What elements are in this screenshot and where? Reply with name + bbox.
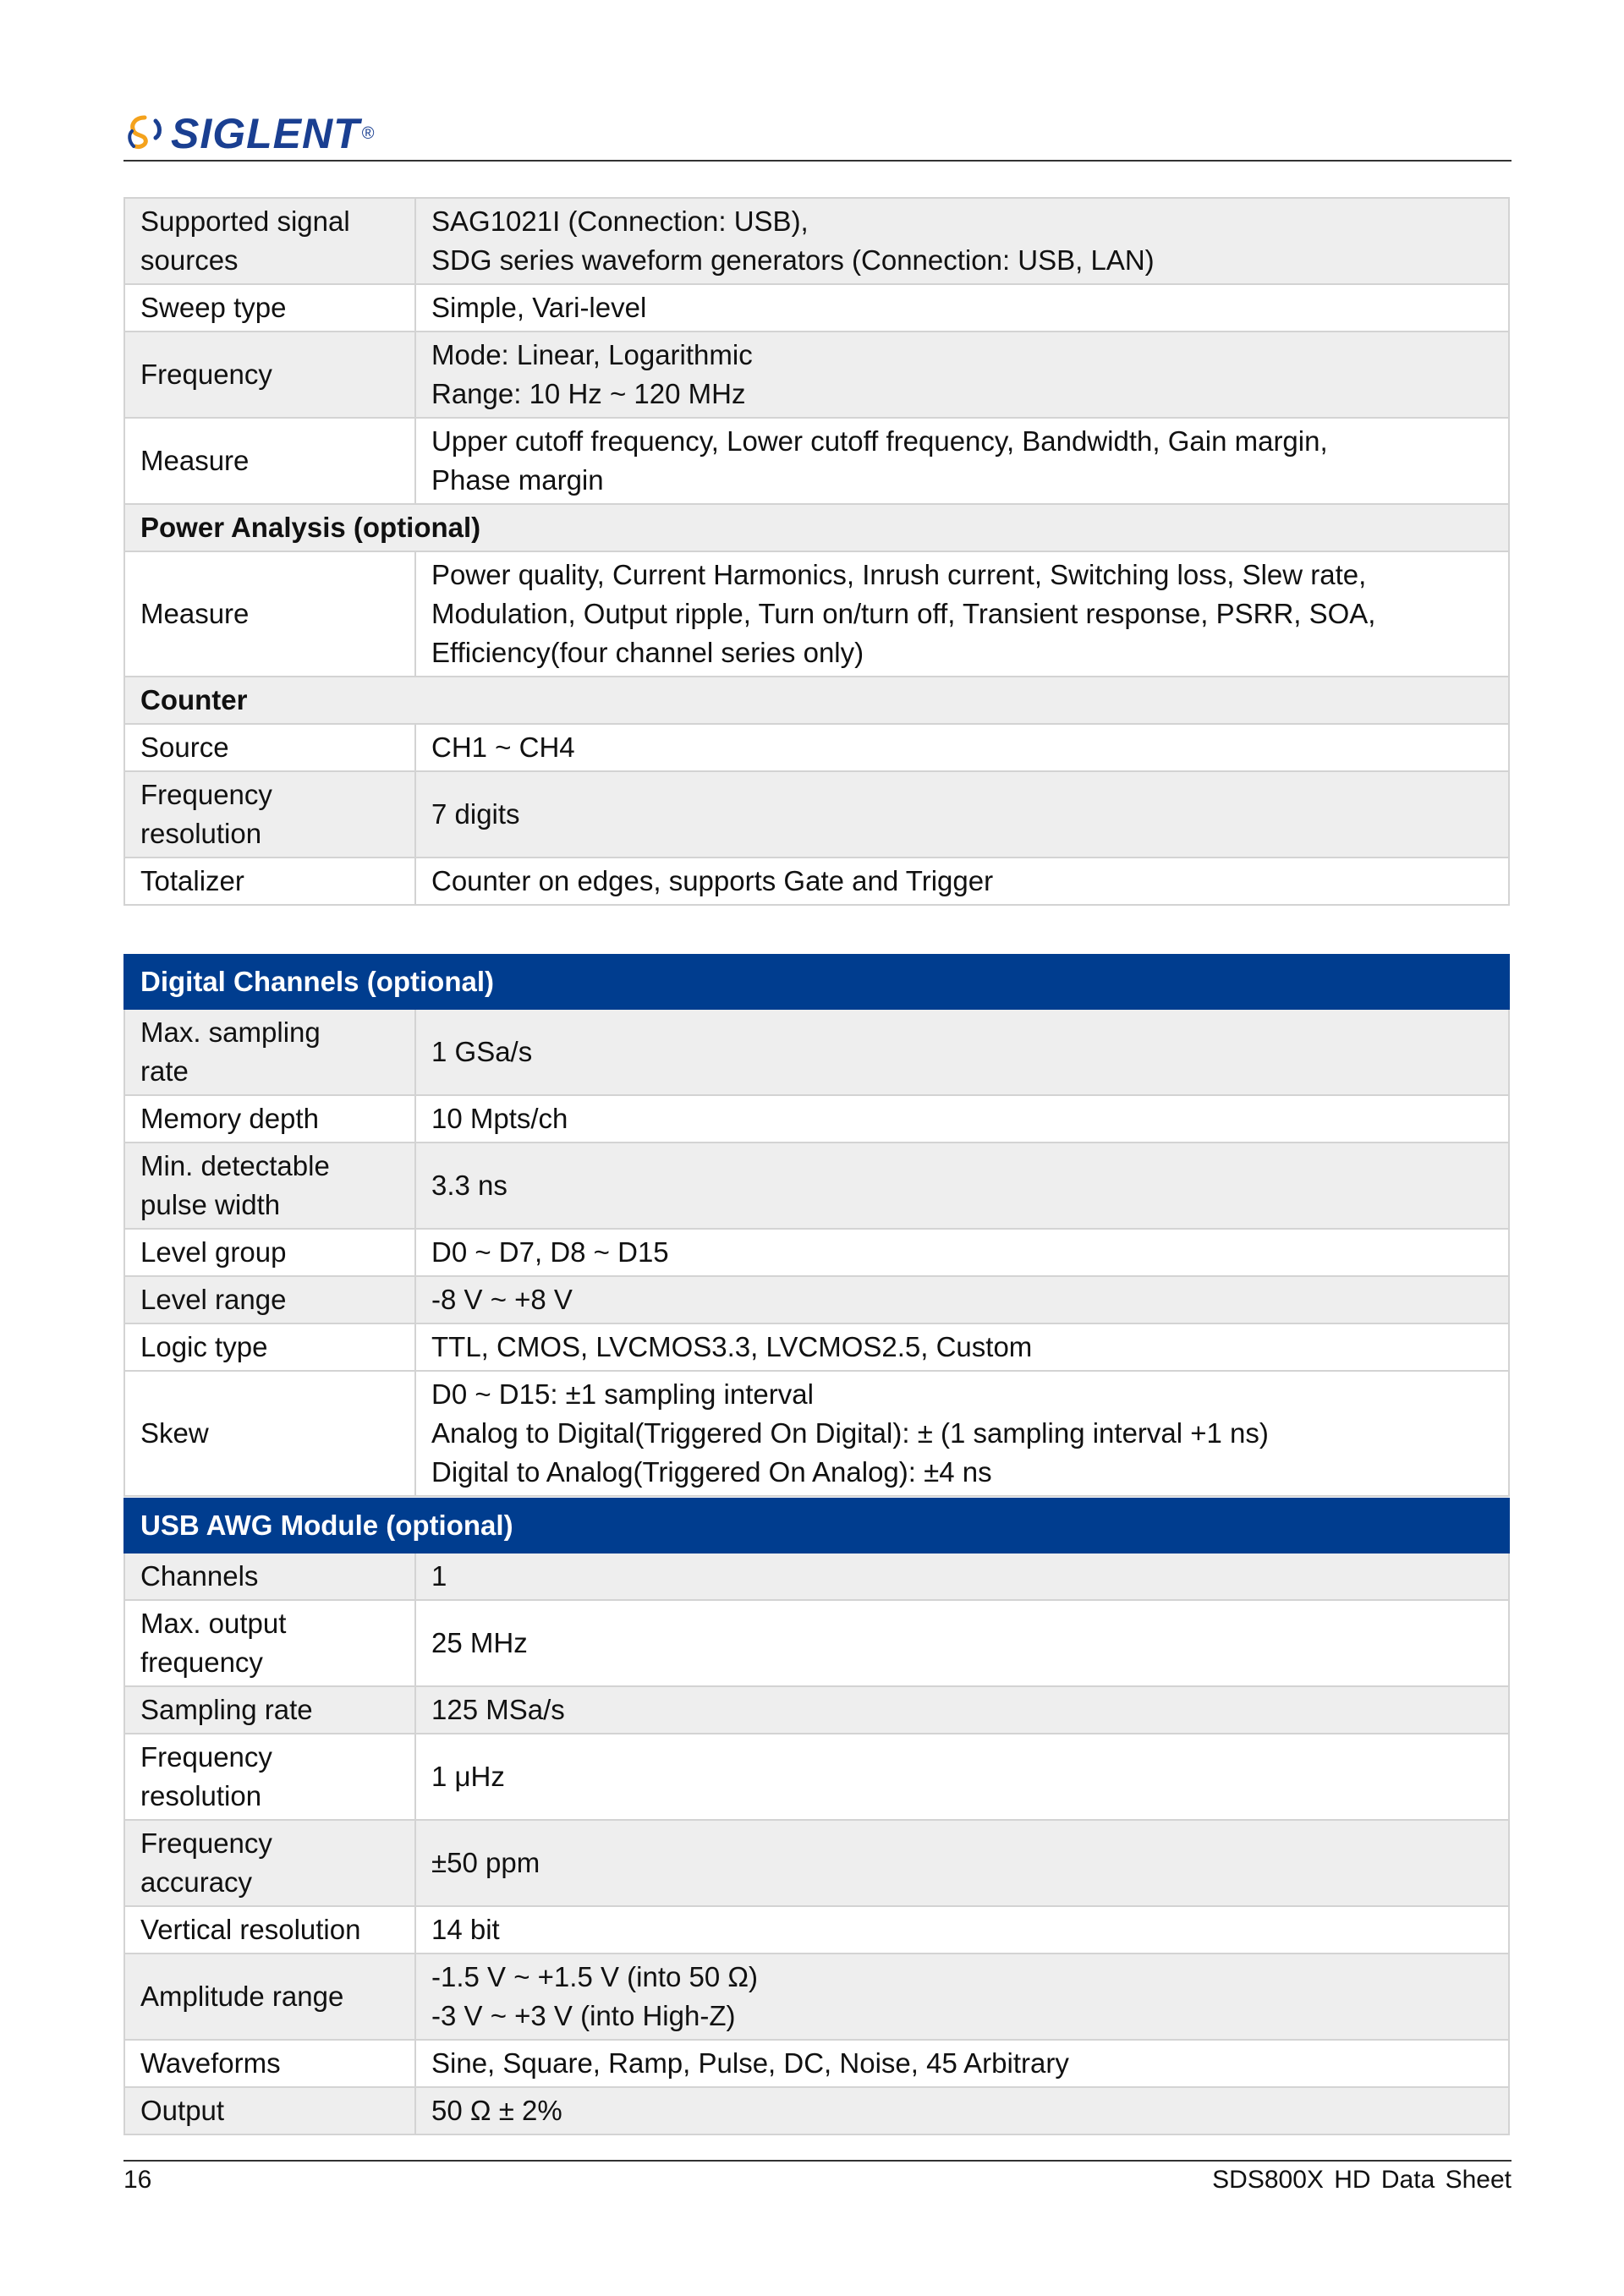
spec-label: Source	[140, 732, 229, 763]
spec-value: Range: 10 Hz ~ 120 MHz	[431, 378, 746, 409]
spec-label-cell	[124, 1686, 415, 1734]
spec-value-cell	[415, 1734, 1509, 1820]
spec-value-cell	[415, 1820, 1509, 1906]
spec-table-bode-power-counter	[123, 197, 1510, 906]
spec-label-cell	[124, 2087, 415, 2134]
spec-row	[124, 1553, 1509, 1600]
spec-value: Counter on edges, supports Gate and Trigger	[431, 865, 994, 896]
spec-value-cell	[415, 1009, 1509, 1095]
spec-value: 25 MHz	[431, 1627, 528, 1658]
spec-value-cell	[415, 1276, 1509, 1323]
spec-value: Simple, Vari-level	[431, 292, 647, 323]
siglent-logo-icon	[123, 112, 166, 155]
spec-label: Frequency	[140, 1827, 272, 1859]
spec-value-cell	[415, 724, 1509, 771]
spec-value: D0 ~ D7, D8 ~ D15	[431, 1236, 669, 1268]
spec-label-cell	[124, 1954, 415, 2040]
spec-label-cell	[124, 1009, 415, 1095]
spec-label: Frequency	[140, 1741, 272, 1773]
spec-label: Waveforms	[140, 2047, 281, 2079]
spec-row	[124, 284, 1509, 332]
spec-value-cell	[415, 198, 1509, 284]
spec-value-cell	[415, 1095, 1509, 1143]
spec-row	[124, 1954, 1509, 2040]
spec-label-cell	[124, 284, 415, 332]
spec-label: frequency	[140, 1647, 263, 1678]
spec-label-cell	[124, 1553, 415, 1600]
spec-label: resolution	[140, 818, 262, 849]
spec-value: Upper cutoff frequency, Lower cutoff frequency, Bandwidth, Gain margin,	[431, 425, 1328, 457]
spec-label: sources	[140, 244, 239, 276]
table-header-row	[124, 955, 1509, 1009]
spec-label-cell	[124, 1229, 415, 1276]
spec-row	[124, 2087, 1509, 2134]
spec-row	[124, 1009, 1509, 1095]
spec-label: Max. sampling	[140, 1016, 321, 1048]
section-header-row	[124, 504, 1509, 551]
spec-value: Modulation, Output ripple, Turn on/turn off, Transient response, PSRR, SOA,	[431, 598, 1376, 629]
spec-label: Frequency	[140, 779, 272, 810]
spec-value: ±50 ppm	[431, 1847, 540, 1878]
spec-value: 1	[431, 1560, 447, 1592]
spec-label: Amplitude range	[140, 1981, 344, 2012]
spec-row	[124, 332, 1509, 418]
spec-value-cell	[415, 858, 1509, 905]
spec-value: 3.3 ns	[431, 1170, 508, 1201]
spec-label: Supported signal	[140, 205, 350, 237]
spec-label-cell	[124, 418, 415, 504]
spec-row	[124, 1820, 1509, 1906]
spec-label: Skew	[140, 1417, 209, 1449]
spec-value: 1 μHz	[431, 1761, 505, 1792]
spec-value-cell	[415, 1906, 1509, 1954]
table-header-row	[124, 1499, 1509, 1553]
spec-value: TTL, CMOS, LVCMOS3.3, LVCMOS2.5, Custom	[431, 1331, 1033, 1362]
spec-value: Power quality, Current Harmonics, Inrush current, Switching loss, Slew rate,	[431, 559, 1367, 590]
spec-label-cell	[124, 1276, 415, 1323]
spec-row	[124, 1371, 1509, 1496]
spec-label-cell	[124, 1820, 415, 1906]
logo-registered-mark: ®	[361, 123, 375, 143]
spec-value-cell	[415, 1229, 1509, 1276]
spec-value: 1 GSa/s	[431, 1036, 533, 1067]
spec-value: -3 V ~ +3 V (into High-Z)	[431, 2000, 736, 2031]
spec-row	[124, 1095, 1509, 1143]
spec-value-cell	[415, 551, 1509, 677]
siglent-logo	[123, 110, 374, 157]
spec-label-cell	[124, 1600, 415, 1686]
spec-label-cell	[124, 771, 415, 858]
spec-value: -8 V ~ +8 V	[431, 1284, 573, 1315]
spec-label-cell	[124, 332, 415, 418]
spec-label-cell	[124, 1143, 415, 1229]
spec-value-cell	[415, 2040, 1509, 2087]
spec-value: 125 MSa/s	[431, 1694, 565, 1725]
spec-value-cell	[415, 284, 1509, 332]
spec-label: Output	[140, 2095, 225, 2126]
spec-value: Phase margin	[431, 464, 604, 496]
spec-value: 7 digits	[431, 798, 520, 830]
header-rule	[123, 160, 1512, 162]
spec-table-digital-channels	[123, 954, 1510, 1497]
spec-label: Channels	[140, 1560, 259, 1592]
spec-row	[124, 418, 1509, 504]
spec-label-cell	[124, 858, 415, 905]
spec-row	[124, 1276, 1509, 1323]
spec-label: Sampling rate	[140, 1694, 313, 1725]
spec-label-cell	[124, 1906, 415, 1954]
spec-value: SAG1021I (Connection: USB),	[431, 205, 809, 237]
spec-value: SDG series waveform generators (Connection: USB, LAN)	[431, 244, 1155, 276]
spec-row	[124, 1143, 1509, 1229]
spec-row	[124, 2040, 1509, 2087]
spec-label: Measure	[140, 598, 250, 629]
spec-value-cell	[415, 1686, 1509, 1734]
spec-label-cell	[124, 1371, 415, 1496]
spec-value-cell	[415, 1323, 1509, 1371]
spec-label: Level group	[140, 1236, 287, 1268]
spec-value: Mode: Linear, Logarithmic	[431, 339, 753, 370]
spec-value: 50 Ω ± 2%	[431, 2095, 562, 2126]
spec-value: Efficiency(four channel series only)	[431, 637, 864, 668]
spec-label-cell	[124, 1323, 415, 1371]
spec-value-cell	[415, 332, 1509, 418]
logo-text: SIGLENT	[171, 110, 360, 157]
spec-row	[124, 858, 1509, 905]
spec-label: Max. output	[140, 1608, 287, 1639]
spec-label: Sweep type	[140, 292, 287, 323]
spec-label: rate	[140, 1055, 189, 1087]
spec-table-usb-awg	[123, 1498, 1510, 2135]
spec-row	[124, 1229, 1509, 1276]
table-header-title: USB AWG Module (optional)	[124, 1499, 1509, 1553]
spec-value-cell	[415, 1143, 1509, 1229]
section-title: Power Analysis (optional)	[124, 504, 1509, 551]
spec-row	[124, 551, 1509, 677]
spec-row	[124, 1734, 1509, 1820]
spec-value: 10 Mpts/ch	[431, 1103, 568, 1134]
spec-value: Analog to Digital(Triggered On Digital): ± (1 sampling interval +1 ns)	[431, 1417, 1269, 1449]
spec-row	[124, 1323, 1509, 1371]
spec-row	[124, 1686, 1509, 1734]
spec-label-cell	[124, 1734, 415, 1820]
spec-value-cell	[415, 1600, 1509, 1686]
spec-value-cell	[415, 1553, 1509, 1600]
table-header-title: Digital Channels (optional)	[124, 955, 1509, 1009]
spec-value: 14 bit	[431, 1914, 500, 1945]
spec-label-cell	[124, 2040, 415, 2087]
page-number: 16	[123, 2166, 152, 2194]
spec-label-cell	[124, 198, 415, 284]
spec-label: Totalizer	[140, 865, 244, 896]
spec-row	[124, 1600, 1509, 1686]
spec-label: pulse width	[140, 1189, 281, 1220]
spec-label-cell	[124, 1095, 415, 1143]
spec-value-cell	[415, 1954, 1509, 2040]
spec-row	[124, 771, 1509, 858]
spec-label-cell	[124, 724, 415, 771]
document-title: SDS800X HD Data Sheet	[1212, 2166, 1512, 2194]
spec-value: CH1 ~ CH4	[431, 732, 575, 763]
section-title: Counter	[124, 677, 1509, 724]
spec-label: Level range	[140, 1284, 287, 1315]
spec-label: Min. detectable	[140, 1150, 330, 1181]
footer-rule	[123, 2160, 1512, 2162]
spec-value-cell	[415, 771, 1509, 858]
spec-row	[124, 724, 1509, 771]
spec-label: Frequency	[140, 359, 272, 390]
spec-value-cell	[415, 418, 1509, 504]
spec-label: Logic type	[140, 1331, 268, 1362]
spec-label: accuracy	[140, 1866, 253, 1898]
spec-value-cell	[415, 2087, 1509, 2134]
spec-label: Measure	[140, 445, 250, 476]
spec-label: resolution	[140, 1780, 262, 1811]
spec-value: D0 ~ D15: ±1 sampling interval	[431, 1378, 814, 1410]
spec-value: Digital to Analog(Triggered On Analog): ±4 ns	[431, 1456, 992, 1488]
spec-value: -1.5 V ~ +1.5 V (into 50 Ω)	[431, 1961, 759, 1992]
spec-value-cell	[415, 1371, 1509, 1496]
spec-label: Vertical resolution	[140, 1914, 361, 1945]
spec-value: Sine, Square, Ramp, Pulse, DC, Noise, 45 Arbitrary	[431, 2047, 1069, 2079]
spec-label-cell	[124, 551, 415, 677]
spec-row	[124, 1906, 1509, 1954]
spec-row	[124, 198, 1509, 284]
section-header-row	[124, 677, 1509, 724]
spec-label: Memory depth	[140, 1103, 319, 1134]
